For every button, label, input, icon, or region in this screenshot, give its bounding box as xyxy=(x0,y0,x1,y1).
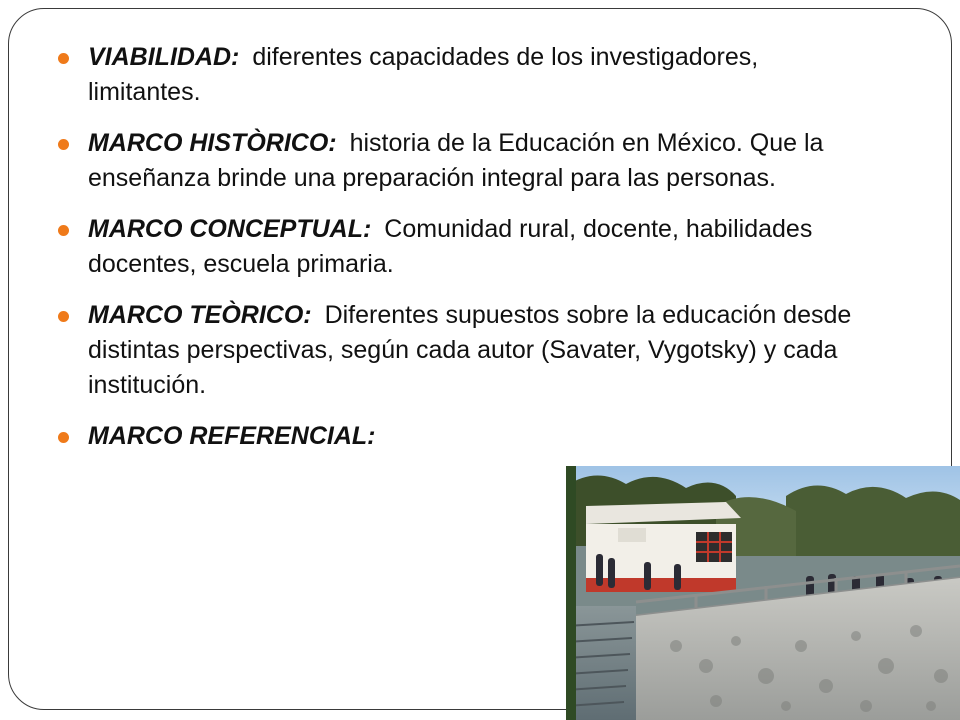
school-photo-illustration xyxy=(566,466,960,720)
bullet-item-viabilidad xyxy=(56,40,856,110)
bullet-list xyxy=(56,40,856,470)
bullet-term: MARCO REFERENCIAL: xyxy=(88,422,376,450)
school-building-photo xyxy=(566,466,960,720)
bullet-text: historia de la Educación en México. Que la enseñanza brinde una preparación integral para las personas. xyxy=(88,129,824,192)
bullet-item-marco-historico xyxy=(56,126,856,196)
bullet-item-marco-teorico xyxy=(56,298,856,403)
bullet-term: MARCO TEÒRICO: xyxy=(88,301,312,329)
bullet-dot-icon xyxy=(58,139,69,150)
bullet-text: Diferentes supuestos sobre la educación desde distintas perspectivas, según cada autor (Savater, Vygotsky) y cada institución. xyxy=(88,301,852,399)
bullet-term: MARCO HISTÒRICO: xyxy=(88,129,337,157)
bullet-text: diferentes capacidades de los investigadores, limitantes. xyxy=(88,43,759,106)
bullet-term: MARCO CONCEPTUAL: xyxy=(88,215,372,243)
bullet-term: VIABILIDAD: xyxy=(88,43,240,71)
bullet-dot-icon xyxy=(58,225,69,236)
bullet-item-marco-referencial xyxy=(56,419,856,454)
bullet-dot-icon xyxy=(58,311,69,322)
bullet-item-marco-conceptual xyxy=(56,212,856,282)
bullet-dot-icon xyxy=(58,53,69,64)
bullet-text: Comunidad rural, docente, habilidades docentes, escuela primaria. xyxy=(88,215,813,278)
bullet-dot-icon xyxy=(58,432,69,443)
